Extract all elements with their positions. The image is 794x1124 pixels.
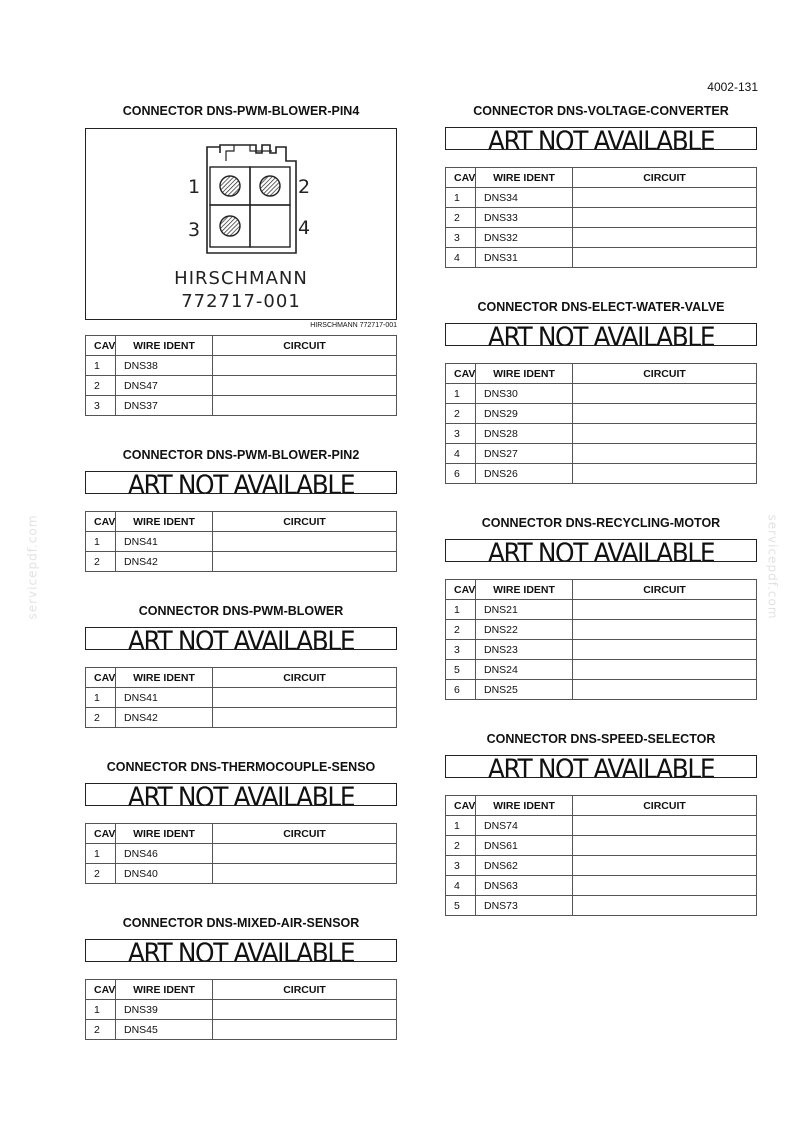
cell-wire-ident: DNS47: [116, 376, 213, 396]
connector-title: CONNECTOR DNS-MIXED-AIR-SENSOR: [122, 916, 360, 930]
cell-wire-ident: DNS33: [476, 208, 573, 228]
cell-cav: 3: [86, 396, 116, 416]
cell-cav: 5: [446, 660, 476, 680]
art-placeholder-box: [445, 127, 757, 150]
header-circuit: CIRCUIT: [573, 364, 757, 384]
section-spacer: [445, 484, 757, 512]
cell-cav: 6: [446, 680, 476, 700]
art-not-available-text: ART NOT AVAILABLE: [127, 939, 355, 962]
pin-3-contact: [220, 216, 240, 236]
cell-circuit: [573, 816, 757, 836]
header-wire-ident: WIRE IDENT: [476, 364, 573, 384]
cell-cav: 1: [86, 1000, 116, 1020]
cell-wire-ident: DNS41: [116, 688, 213, 708]
cell-wire-ident: DNS31: [476, 248, 573, 268]
connector-brand: HIRSCHMANN: [174, 268, 308, 289]
table-row: [446, 856, 757, 876]
header-cav: CAV: [86, 512, 116, 532]
table-header-row: [86, 824, 397, 844]
page-number: 4002-131: [707, 80, 758, 94]
art-not-available-text: ART NOT AVAILABLE: [127, 471, 355, 494]
table-header-row: [446, 580, 757, 600]
cell-cav: 4: [446, 444, 476, 464]
header-wire-ident: WIRE IDENT: [116, 980, 213, 1000]
cell-wire-ident: DNS22: [476, 620, 573, 640]
cell-circuit: [573, 876, 757, 896]
table-header-row: [446, 796, 757, 816]
left-column: [85, 100, 397, 1040]
art-placeholder-box: [85, 939, 397, 962]
section-spacer: [85, 728, 397, 756]
art-not-available-text: ART NOT AVAILABLE: [487, 323, 715, 346]
cell-cav: 3: [446, 424, 476, 444]
section-spacer: [85, 416, 397, 444]
connector-title: CONNECTOR DNS-PWM-BLOWER-PIN4: [122, 104, 360, 118]
connector-title: CONNECTOR DNS-THERMOCOUPLE-SENSO: [106, 760, 376, 774]
cell-circuit: [573, 680, 757, 700]
cell-circuit: [573, 384, 757, 404]
connector-title: CONNECTOR DNS-SPEED-SELECTOR: [486, 732, 716, 746]
diagram-caption: HIRSCHMANN 772717-001: [310, 322, 397, 329]
cell-wire-ident: DNS25: [476, 680, 573, 700]
header-cav: CAV: [446, 580, 476, 600]
art-not-available-text: ART NOT AVAILABLE: [487, 127, 715, 150]
header-circuit: CIRCUIT: [573, 796, 757, 816]
art-placeholder-box: [85, 627, 397, 650]
cell-circuit: [213, 1000, 397, 1020]
cell-circuit: [573, 228, 757, 248]
connector-section: [85, 100, 397, 416]
table-row: [446, 444, 757, 464]
cell-wire-ident: DNS24: [476, 660, 573, 680]
table-row: [446, 680, 757, 700]
cell-wire-ident: DNS74: [476, 816, 573, 836]
header-cav: CAV: [86, 668, 116, 688]
table-row: [446, 424, 757, 444]
art-placeholder-box: [445, 323, 757, 346]
connector-part-number: 772717-001: [181, 291, 301, 312]
connector-title: CONNECTOR DNS-PWM-BLOWER: [138, 604, 344, 618]
cell-cav: 4: [446, 248, 476, 268]
table-header-row: [86, 336, 397, 356]
section-spacer: [85, 572, 397, 600]
header-circuit: CIRCUIT: [213, 824, 397, 844]
cell-cav: 1: [86, 844, 116, 864]
cell-circuit: [573, 896, 757, 916]
art-not-available-text: ART NOT AVAILABLE: [127, 783, 355, 806]
header-wire-ident: WIRE IDENT: [476, 168, 573, 188]
cell-cav: 1: [446, 816, 476, 836]
section-spacer: [445, 700, 757, 728]
table-row: [446, 876, 757, 896]
cell-wire-ident: DNS32: [476, 228, 573, 248]
cell-cav: 2: [446, 620, 476, 640]
cell-cav: 2: [86, 864, 116, 884]
pin-label-4: 4: [298, 217, 311, 239]
art-placeholder-box: [445, 755, 757, 778]
table-row: [86, 376, 397, 396]
cell-cav: 1: [86, 356, 116, 376]
table-row: [446, 660, 757, 680]
wire-table: [85, 335, 397, 416]
cell-wire-ident: DNS21: [476, 600, 573, 620]
cell-cav: 2: [446, 208, 476, 228]
cell-circuit: [573, 424, 757, 444]
art-not-available-text: ART NOT AVAILABLE: [487, 755, 715, 778]
cell-cav: 1: [446, 600, 476, 620]
table-row: [446, 208, 757, 228]
cell-cav: 1: [86, 532, 116, 552]
table-row: [446, 228, 757, 248]
right-column: [445, 100, 757, 916]
cell-circuit: [213, 688, 397, 708]
table-row: [446, 188, 757, 208]
cell-wire-ident: DNS73: [476, 896, 573, 916]
header-cav: CAV: [86, 980, 116, 1000]
watermark-right: servicepdf.com: [765, 514, 780, 620]
cell-cav: 4: [446, 876, 476, 896]
cell-circuit: [213, 396, 397, 416]
cell-circuit: [213, 864, 397, 884]
wire-table: [85, 979, 397, 1040]
table-header-row: [86, 512, 397, 532]
cell-wire-ident: DNS62: [476, 856, 573, 876]
pin-1-contact: [220, 176, 240, 196]
connector-section: [85, 884, 397, 1040]
cell-cav: 5: [446, 896, 476, 916]
cell-circuit: [213, 1020, 397, 1040]
table-row: [86, 864, 397, 884]
table-header-row: [446, 168, 757, 188]
cell-cav: 2: [446, 404, 476, 424]
connector-diagram-box: [85, 128, 397, 320]
cell-cav: 1: [446, 188, 476, 208]
cell-wire-ident: DNS26: [476, 464, 573, 484]
header-cav: CAV: [446, 796, 476, 816]
connector-section: [85, 416, 397, 572]
art-placeholder-box: [445, 539, 757, 562]
wire-table: [445, 579, 757, 700]
cell-wire-ident: DNS46: [116, 844, 213, 864]
wire-table: [85, 667, 397, 728]
header-cav: CAV: [446, 364, 476, 384]
table-header-row: [86, 980, 397, 1000]
table-row: [446, 896, 757, 916]
cell-cav: 6: [446, 464, 476, 484]
table-header-row: [446, 364, 757, 384]
cell-wire-ident: DNS39: [116, 1000, 213, 1020]
header-cav: CAV: [86, 336, 116, 356]
cell-wire-ident: DNS61: [476, 836, 573, 856]
wire-table: [85, 511, 397, 572]
connector-section: [445, 268, 757, 484]
header-circuit: CIRCUIT: [213, 980, 397, 1000]
cell-cav: 3: [446, 856, 476, 876]
table-row: [86, 688, 397, 708]
cell-circuit: [573, 640, 757, 660]
connector-section: [85, 572, 397, 728]
cell-wire-ident: DNS27: [476, 444, 573, 464]
connector-section: [445, 700, 757, 916]
table-row: [446, 384, 757, 404]
watermark-left: servicepdf.com: [25, 514, 40, 620]
cell-wire-ident: DNS29: [476, 404, 573, 424]
cell-circuit: [573, 620, 757, 640]
cell-wire-ident: DNS40: [116, 864, 213, 884]
connector-housing-outline: [207, 145, 296, 253]
table-row: [86, 532, 397, 552]
cell-circuit: [213, 356, 397, 376]
art-not-available-text: ART NOT AVAILABLE: [487, 539, 715, 562]
table-row: [446, 640, 757, 660]
connector-section: [445, 100, 757, 268]
header-wire-ident: WIRE IDENT: [476, 580, 573, 600]
wire-table: [445, 167, 757, 268]
cell-wire-ident: DNS30: [476, 384, 573, 404]
header-circuit: CIRCUIT: [573, 168, 757, 188]
cell-circuit: [573, 248, 757, 268]
table-row: [446, 836, 757, 856]
cell-cav: 2: [86, 552, 116, 572]
connector-title: CONNECTOR DNS-RECYCLING-MOTOR: [481, 516, 721, 530]
wire-table: [445, 363, 757, 484]
header-wire-ident: WIRE IDENT: [116, 336, 213, 356]
cell-circuit: [213, 532, 397, 552]
cell-cav: 2: [86, 708, 116, 728]
section-spacer: [85, 884, 397, 912]
connector-title: CONNECTOR DNS-VOLTAGE-CONVERTER: [473, 104, 729, 118]
cell-circuit: [573, 444, 757, 464]
art-not-available-text: ART NOT AVAILABLE: [127, 627, 355, 650]
table-row: [446, 620, 757, 640]
cell-wire-ident: DNS23: [476, 640, 573, 660]
pin-2-contact: [260, 176, 280, 196]
cell-cav: 2: [86, 1020, 116, 1040]
section-spacer: [445, 268, 757, 296]
header-cav: CAV: [86, 824, 116, 844]
header-circuit: CIRCUIT: [213, 668, 397, 688]
table-row: [86, 1000, 397, 1020]
table-row: [446, 464, 757, 484]
cell-circuit: [573, 660, 757, 680]
cell-wire-ident: DNS37: [116, 396, 213, 416]
art-placeholder-box: [85, 783, 397, 806]
cavity-4: [250, 205, 290, 247]
header-cav: CAV: [446, 168, 476, 188]
cell-circuit: [573, 208, 757, 228]
header-circuit: CIRCUIT: [573, 580, 757, 600]
cell-circuit: [573, 600, 757, 620]
table-row: [86, 844, 397, 864]
header-circuit: CIRCUIT: [213, 336, 397, 356]
cell-wire-ident: DNS41: [116, 532, 213, 552]
connector-title: CONNECTOR DNS-ELECT-WATER-VALVE: [477, 300, 725, 314]
table-row: [86, 396, 397, 416]
cell-circuit: [573, 188, 757, 208]
cell-circuit: [573, 856, 757, 876]
cell-cav: 3: [446, 228, 476, 248]
table-row: [446, 600, 757, 620]
cell-circuit: [213, 708, 397, 728]
cell-wire-ident: DNS42: [116, 708, 213, 728]
connector-diagram: [86, 129, 396, 319]
table-row: [86, 708, 397, 728]
header-wire-ident: WIRE IDENT: [116, 824, 213, 844]
cell-circuit: [213, 376, 397, 396]
pin-label-1: 1: [188, 176, 201, 198]
table-row: [86, 1020, 397, 1040]
cell-wire-ident: DNS28: [476, 424, 573, 444]
cell-wire-ident: DNS63: [476, 876, 573, 896]
connector-section: [445, 484, 757, 700]
table-row: [86, 356, 397, 376]
header-circuit: CIRCUIT: [213, 512, 397, 532]
connector-section: [85, 728, 397, 884]
header-wire-ident: WIRE IDENT: [116, 512, 213, 532]
cell-circuit: [573, 464, 757, 484]
table-row: [446, 816, 757, 836]
cell-wire-ident: DNS45: [116, 1020, 213, 1040]
art-placeholder-box: [85, 471, 397, 494]
cell-cav: 1: [86, 688, 116, 708]
cell-wire-ident: DNS42: [116, 552, 213, 572]
wire-table: [445, 795, 757, 916]
pin-label-2: 2: [298, 176, 311, 198]
connector-latch: [226, 145, 272, 161]
table-row: [446, 248, 757, 268]
cell-circuit: [573, 836, 757, 856]
cell-circuit: [213, 552, 397, 572]
cell-cav: 1: [446, 384, 476, 404]
table-header-row: [86, 668, 397, 688]
table-row: [86, 552, 397, 572]
table-row: [446, 404, 757, 424]
cell-circuit: [213, 844, 397, 864]
cell-cav: 2: [446, 836, 476, 856]
wire-table: [85, 823, 397, 884]
cell-wire-ident: DNS34: [476, 188, 573, 208]
pin-label-3: 3: [188, 219, 201, 241]
cell-cav: 2: [86, 376, 116, 396]
header-wire-ident: WIRE IDENT: [116, 668, 213, 688]
header-wire-ident: WIRE IDENT: [476, 796, 573, 816]
connector-title: CONNECTOR DNS-PWM-BLOWER-PIN2: [122, 448, 360, 462]
cell-cav: 3: [446, 640, 476, 660]
cell-circuit: [573, 404, 757, 424]
cell-wire-ident: DNS38: [116, 356, 213, 376]
